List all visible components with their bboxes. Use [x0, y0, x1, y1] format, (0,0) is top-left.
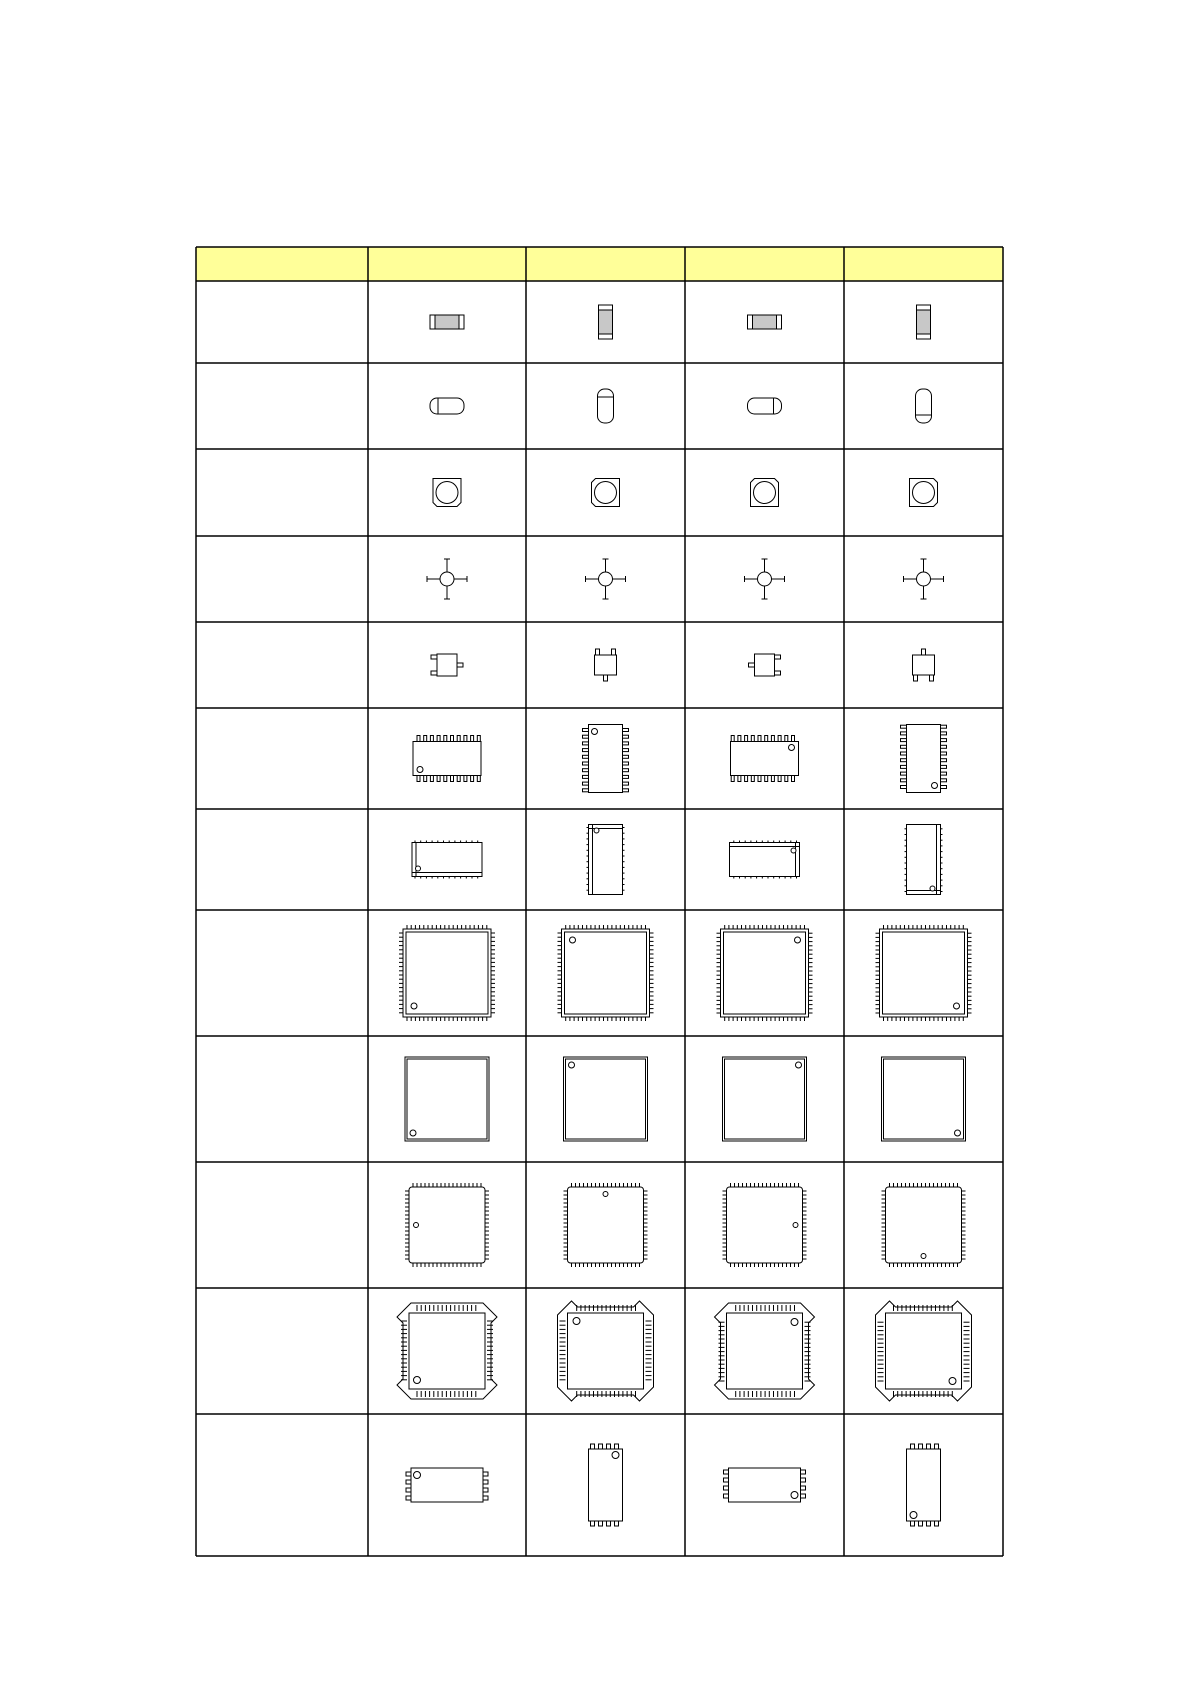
- qfp-with-corner-bumpers-footprint-270deg: [876, 1301, 972, 1401]
- qfn-footprint-0deg: [405, 1057, 489, 1141]
- soj-footprint-180deg: [730, 841, 800, 879]
- chip-rectangular-footprint-0deg: [430, 315, 464, 329]
- header-band: [196, 247, 1003, 281]
- sop-footprint-0deg: [413, 736, 481, 782]
- tsop-footprint-0deg: [406, 1468, 488, 1502]
- sot-type-footprint-180deg: [749, 654, 781, 676]
- qfp-small-footprint-180deg: [723, 1183, 807, 1267]
- tsop-footprint-180deg: [724, 1468, 806, 1502]
- sop-footprint-180deg: [731, 736, 799, 782]
- chip-rectangular-footprint-90deg: [599, 305, 613, 339]
- soj-footprint-90deg: [587, 825, 625, 895]
- tsop-footprint-90deg: [589, 1444, 623, 1526]
- qfp-small-footprint-270deg: [882, 1183, 966, 1267]
- qfp-small-footprint-0deg: [405, 1183, 489, 1267]
- qfn-footprint-90deg: [564, 1057, 648, 1141]
- qfp-with-corner-bumpers-footprint-90deg: [558, 1301, 654, 1401]
- round-electrolytic-footprint-90deg: [592, 479, 620, 507]
- soj-footprint-270deg: [905, 825, 943, 895]
- chip-rectangular-footprint-270deg: [917, 305, 931, 339]
- qfp-footprint-180deg: [717, 925, 813, 1021]
- chip-rounded-footprint-0deg: [430, 398, 464, 414]
- round-electrolytic-footprint-0deg: [433, 479, 461, 507]
- sop-footprint-270deg: [901, 725, 947, 793]
- sot-type-footprint-90deg: [595, 649, 617, 681]
- four-lead-cross-footprint-90deg: [586, 559, 626, 599]
- round-electrolytic-footprint-180deg: [751, 479, 779, 507]
- soj-footprint-0deg: [412, 841, 482, 879]
- qfp-footprint-90deg: [558, 925, 654, 1021]
- qfp-footprint-270deg: [876, 925, 972, 1021]
- chip-rectangular-footprint-180deg: [748, 315, 782, 329]
- qfp-small-footprint-90deg: [564, 1183, 648, 1267]
- four-lead-cross-footprint-180deg: [745, 559, 785, 599]
- chip-rounded-footprint-270deg: [916, 389, 932, 423]
- four-lead-cross-footprint-270deg: [904, 559, 944, 599]
- sot-type-footprint-270deg: [913, 649, 935, 681]
- round-electrolytic-footprint-270deg: [910, 479, 938, 507]
- qfn-footprint-180deg: [723, 1057, 807, 1141]
- chip-rounded-footprint-180deg: [748, 398, 782, 414]
- sot-type-footprint-0deg: [431, 654, 463, 676]
- qfp-with-corner-bumpers-footprint-180deg: [715, 1303, 815, 1399]
- qfn-footprint-270deg: [882, 1057, 966, 1141]
- tsop-footprint-270deg: [907, 1444, 941, 1526]
- qfp-footprint-0deg: [399, 925, 495, 1021]
- chip-rounded-footprint-90deg: [598, 389, 614, 423]
- qfp-with-corner-bumpers-footprint-0deg: [397, 1303, 497, 1399]
- sop-footprint-90deg: [583, 725, 629, 793]
- four-lead-cross-footprint-0deg: [427, 559, 467, 599]
